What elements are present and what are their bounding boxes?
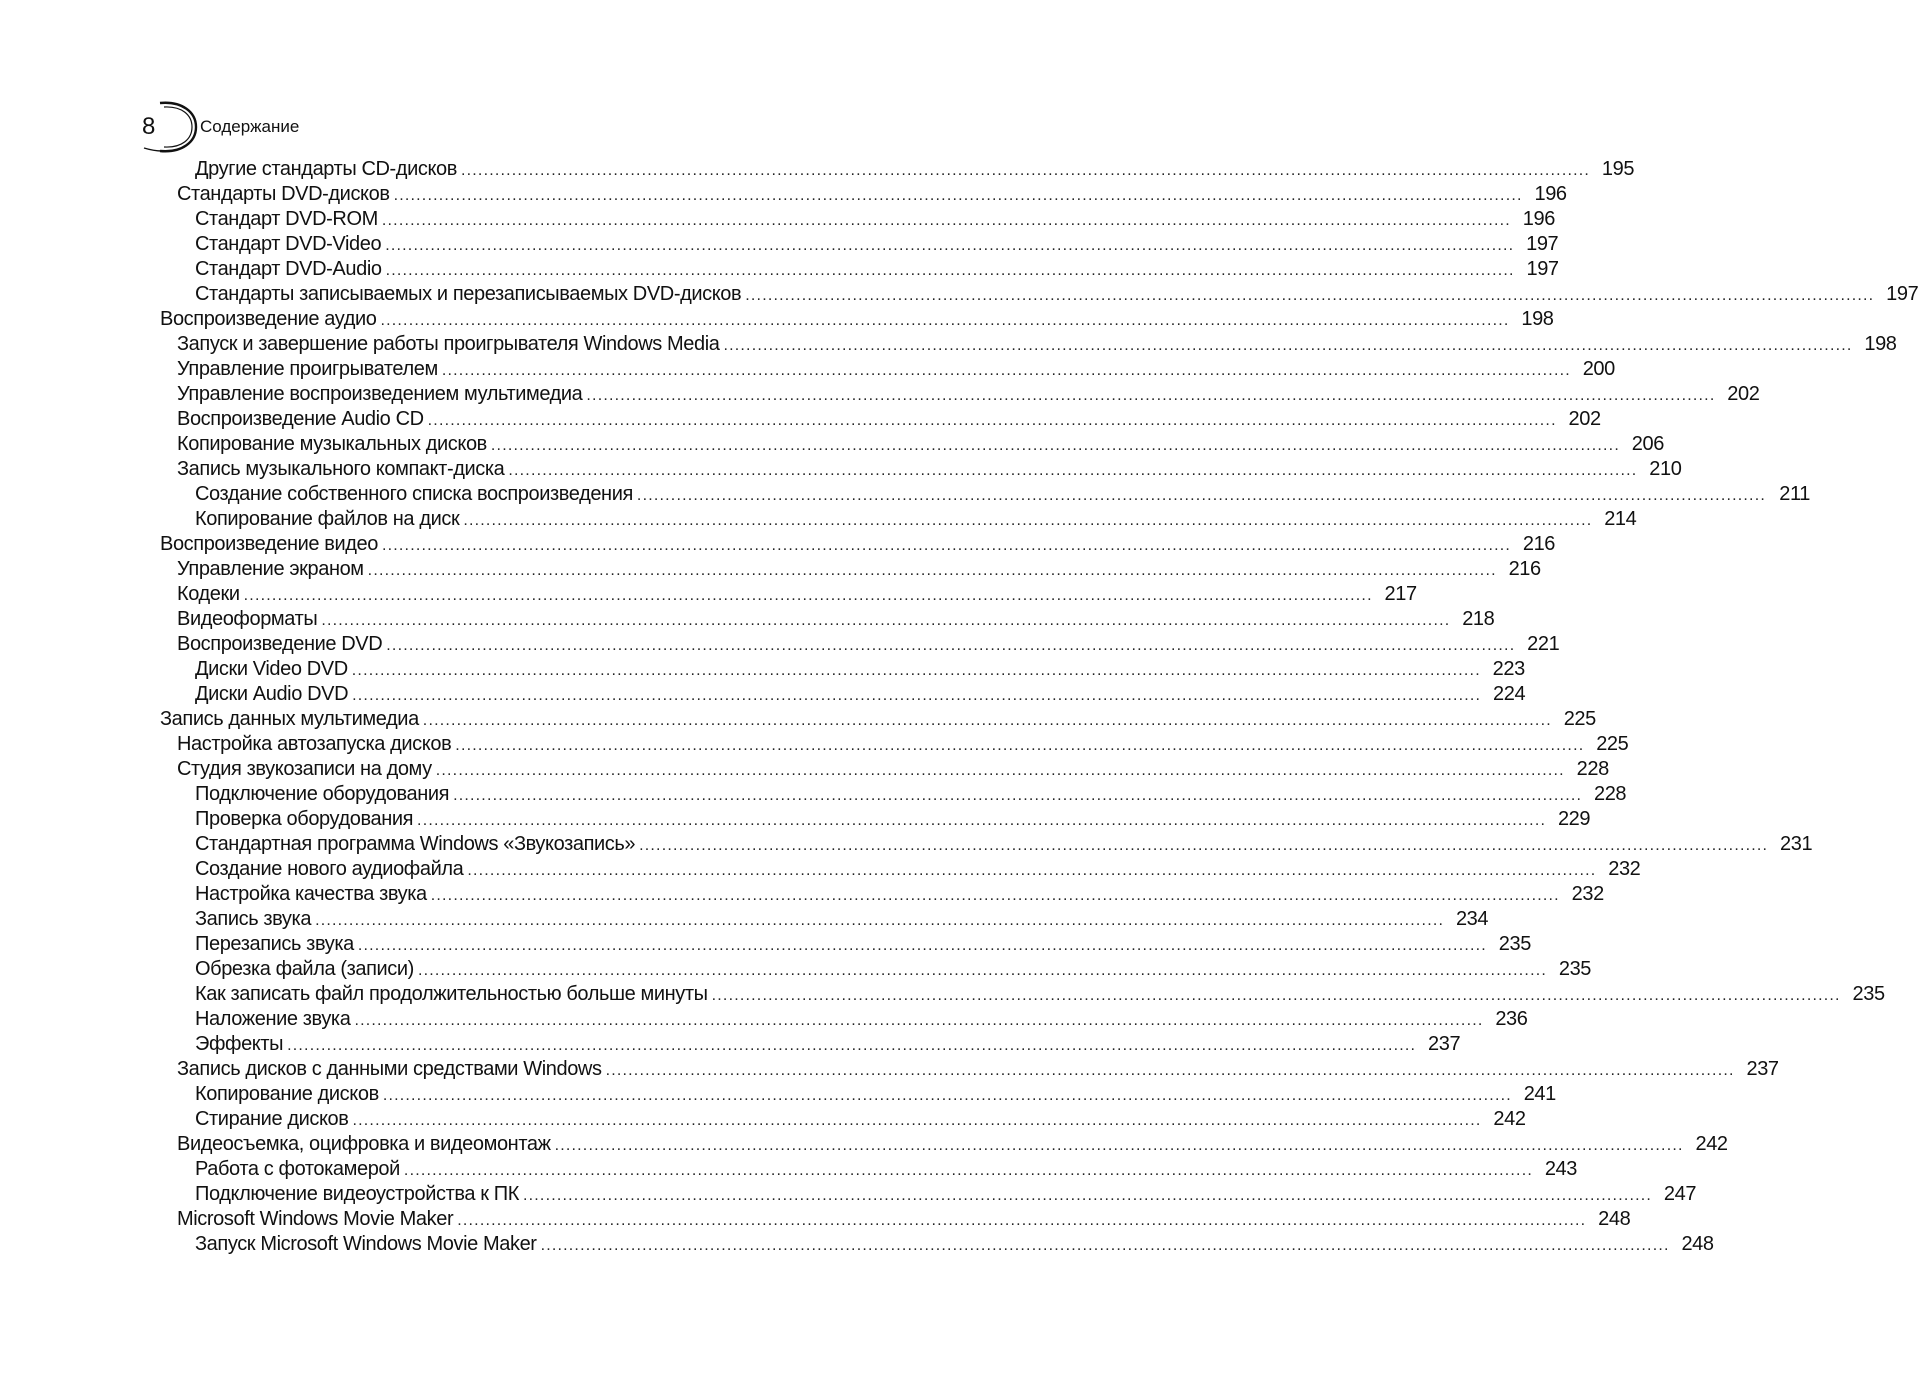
toc-dot-leader: ........................................................................................................................................................................................................ bbox=[315, 912, 1445, 929]
toc-entry[interactable] bbox=[177, 607, 1495, 632]
toc-dot-leader: ........................................................................................................................................................................................................ bbox=[467, 862, 1597, 879]
toc-entry[interactable] bbox=[177, 332, 1897, 357]
toc-dot-leader: ........................................................................................................................................................................................................ bbox=[287, 1037, 1417, 1054]
toc-dot-leader: ........................................................................................................................................................................................................ bbox=[636, 487, 1766, 504]
toc-dot-leader: ........................................................................................................................................................................................................ bbox=[639, 837, 1769, 854]
toc-entry[interactable] bbox=[177, 557, 1541, 582]
toc-entry[interactable] bbox=[195, 232, 1559, 257]
toc-entry-page: 202 bbox=[1568, 408, 1601, 430]
toc-entry-page: 247 bbox=[1663, 1183, 1697, 1205]
toc-entry[interactable] bbox=[195, 982, 1885, 1007]
toc-entry-title: Подключение видеоустройства к ПК bbox=[195, 1183, 519, 1205]
toc-entry[interactable] bbox=[160, 707, 1596, 732]
toc-entry-title: Проверка оборудования bbox=[195, 808, 414, 830]
toc-entry-title: Стандарты DVD-дисков bbox=[177, 183, 390, 205]
toc-entry[interactable] bbox=[177, 457, 1682, 482]
toc-entry[interactable] bbox=[195, 807, 1591, 832]
toc-entry[interactable] bbox=[177, 632, 1560, 657]
toc-dot-leader: ........................................................................................................................................................................................................ bbox=[381, 537, 1512, 554]
toc-entry-page: 237 bbox=[1746, 1058, 1779, 1080]
toc-entry[interactable] bbox=[177, 382, 1760, 407]
toc-entry-page: 196 bbox=[1522, 208, 1555, 230]
toc-dot-leader: ........................................................................................................................................................................................................ bbox=[427, 412, 1557, 429]
toc-dot-leader: ........................................................................................................................................................................................................ bbox=[457, 1212, 1587, 1229]
toc-entry-page: 211 bbox=[1779, 483, 1810, 505]
toc-dot-leader: ........................................................................................................................................................................................................ bbox=[367, 562, 1497, 579]
toc-entry-page: 235 bbox=[1498, 933, 1531, 955]
toc-entry-title: Запись звука bbox=[195, 908, 312, 930]
toc-entry[interactable] bbox=[177, 757, 1609, 782]
toc-entry-title: Как записать файл продолжительностью больше минуты bbox=[195, 983, 708, 1005]
toc-dot-leader: ........................................................................................................................................................................................................ bbox=[540, 1237, 1670, 1254]
toc-entry-page: 200 bbox=[1582, 358, 1615, 380]
toc-dot-leader: ........................................................................................................................................................................................................ bbox=[403, 1162, 1533, 1179]
toc-entry[interactable] bbox=[195, 882, 1604, 907]
toc-entry-title: Стандарт DVD-Audio bbox=[195, 258, 382, 280]
toc-entry[interactable] bbox=[195, 1157, 1577, 1182]
toc-dot-leader: ........................................................................................................................................................................................................ bbox=[430, 887, 1560, 904]
toc-entry-page: 243 bbox=[1544, 1158, 1577, 1180]
toc-entry[interactable] bbox=[160, 307, 1554, 332]
toc-entry-title: Управление экраном bbox=[177, 558, 364, 580]
toc-entry-title: Подключение оборудования bbox=[195, 783, 450, 805]
toc-entry-page: 241 bbox=[1523, 1083, 1556, 1105]
toc-entry[interactable] bbox=[195, 1082, 1556, 1107]
toc-entry[interactable] bbox=[195, 507, 1637, 532]
toc-entry[interactable] bbox=[177, 1207, 1631, 1232]
toc-entry[interactable] bbox=[177, 1132, 1728, 1157]
toc-entry-page: 196 bbox=[1534, 183, 1567, 205]
toc-entry-page: 225 bbox=[1563, 708, 1596, 730]
toc-dot-leader: ........................................................................................................................................................................................................ bbox=[393, 187, 1523, 204]
toc-entry-title: Наложение звука bbox=[195, 1008, 351, 1030]
toc-dot-leader: ........................................................................................................................................................................................................ bbox=[453, 787, 1583, 804]
toc-entry[interactable] bbox=[195, 682, 1526, 707]
toc-dot-leader: ........................................................................................................................................................................................................ bbox=[523, 1187, 1653, 1204]
toc-entry[interactable] bbox=[195, 782, 1627, 807]
toc-entry[interactable] bbox=[195, 907, 1489, 932]
toc-entry-title: Другие стандарты CD-дисков bbox=[195, 158, 457, 180]
toc-entry-page: 206 bbox=[1631, 433, 1664, 455]
toc-entry[interactable] bbox=[177, 1057, 1779, 1082]
toc-dot-leader: ........................................................................................................................................................................................................ bbox=[354, 1012, 1484, 1029]
toc-entry-title: Создание собственного списка воспроизведения bbox=[195, 483, 633, 505]
toc-dot-leader: ........................................................................................................................................................................................................ bbox=[460, 162, 1591, 179]
toc-entry-page: 198 bbox=[1864, 333, 1897, 355]
toc-entry[interactable] bbox=[177, 182, 1567, 207]
toc-entry-title: Видеосъемка, оцифровка и видеомонтаж bbox=[177, 1133, 551, 1155]
toc-entry-title: Настройка автозапуска дисков bbox=[177, 733, 452, 755]
page-header bbox=[138, 100, 538, 154]
toc-entry-title: Воспроизведение видео bbox=[160, 533, 378, 555]
toc-entry-title: Управление воспроизведением мультимедиа bbox=[177, 383, 583, 405]
toc-entry-page: 202 bbox=[1727, 383, 1760, 405]
toc-entry[interactable] bbox=[195, 657, 1525, 682]
toc-entry[interactable] bbox=[195, 957, 1592, 982]
toc-entry[interactable] bbox=[195, 207, 1555, 232]
toc-dot-leader: ........................................................................................................................................................................................................ bbox=[380, 312, 1510, 329]
toc-entry-title: Копирование файлов на диск bbox=[195, 508, 460, 530]
toc-entry-title: Стандарт DVD-Video bbox=[195, 233, 382, 255]
page-number: 8 bbox=[142, 113, 156, 140]
toc-entry-title: Видеоформаты bbox=[177, 608, 318, 630]
toc-dot-leader: ........................................................................................................................................................................................................ bbox=[463, 512, 1593, 529]
toc-entry[interactable] bbox=[195, 1007, 1528, 1032]
toc-entry[interactable] bbox=[177, 357, 1615, 382]
toc-dot-leader: ........................................................................................................................................................................................................ bbox=[490, 437, 1620, 454]
toc-entry[interactable] bbox=[177, 432, 1664, 457]
toc-dot-leader: ........................................................................................................................................................................................................ bbox=[745, 287, 1875, 304]
toc-entry-page: 232 bbox=[1571, 883, 1604, 905]
toc-entry-title: Воспроизведение Audio CD bbox=[177, 408, 424, 430]
toc-dot-leader: ........................................................................................................................................................................................................ bbox=[385, 262, 1515, 279]
toc-entry-title: Управление проигрывателем bbox=[177, 358, 438, 380]
toc-entry-page: 210 bbox=[1649, 458, 1682, 480]
toc-dot-leader: ........................................................................................................................................................................................................ bbox=[385, 237, 1515, 254]
toc-entry-title: Воспроизведение DVD bbox=[177, 633, 383, 655]
toc-entry-title: Обрезка файла (записи) bbox=[195, 958, 414, 980]
toc-entry-page: 195 bbox=[1601, 158, 1635, 180]
toc-entry[interactable] bbox=[177, 582, 1417, 607]
toc-entry[interactable] bbox=[195, 157, 1635, 182]
toc-entry[interactable] bbox=[195, 932, 1531, 957]
toc-entry-page: 237 bbox=[1428, 1033, 1461, 1055]
toc-entry-title: Запуск и завершение работы проигрывателя Windows Media bbox=[177, 333, 720, 355]
toc-entry-title: Microsoft Windows Movie Maker bbox=[177, 1208, 454, 1230]
toc-entry-title: Стандарт DVD-ROM bbox=[195, 208, 378, 230]
toc-entry-title: Студия звукозаписи на дому bbox=[177, 758, 432, 780]
toc-entry[interactable] bbox=[160, 532, 1556, 557]
toc-entry-title: Работа с фотокамерой bbox=[195, 1158, 400, 1180]
toc-entry[interactable] bbox=[195, 832, 1813, 857]
toc-entry-page: 235 bbox=[1852, 983, 1885, 1005]
toc-entry-page: 235 bbox=[1558, 958, 1592, 980]
toc-dot-leader: ........................................................................................................................................................................................................ bbox=[386, 637, 1516, 654]
toc-entry-title: Запись музыкального компакт-диска bbox=[177, 458, 505, 480]
toc-entry-title: Создание нового аудиофайла bbox=[195, 858, 464, 880]
toc-dot-leader: ........................................................................................................................................................................................................ bbox=[382, 1087, 1512, 1104]
toc-entry-title: Запись дисков с данными средствами Windows bbox=[177, 1058, 602, 1080]
toc-dot-leader: ........................................................................................................................................................................................................ bbox=[243, 587, 1373, 604]
toc-entry-title: Кодеки bbox=[177, 583, 240, 605]
toc-dot-leader: ........................................................................................................................................................................................................ bbox=[435, 762, 1565, 779]
toc-dot-leader: ........................................................................................................................................................................................................ bbox=[605, 1062, 1735, 1079]
section-title: Содержание bbox=[200, 117, 300, 136]
toc-dot-leader: ........................................................................................................................................................................................................ bbox=[381, 212, 1511, 229]
toc-entry-title: Копирование музыкальных дисков bbox=[177, 433, 487, 455]
toc-entry-title: Копирование дисков bbox=[195, 1083, 379, 1105]
toc-entry-page: 216 bbox=[1522, 533, 1556, 555]
toc-entry[interactable] bbox=[195, 857, 1641, 882]
toc-entry-title: Стандарты записываемых и перезаписываемых DVD-дисков bbox=[195, 283, 742, 305]
toc-entry[interactable] bbox=[177, 407, 1601, 432]
toc-entry-page: 231 bbox=[1780, 833, 1813, 855]
toc-entry-title: Настройка качества звука bbox=[195, 883, 427, 905]
toc-dot-leader: ........................................................................................................................................................................................................ bbox=[422, 712, 1552, 729]
toc-dot-leader: ........................................................................................................................................................................................................ bbox=[586, 387, 1716, 404]
toc-entry-page: 228 bbox=[1593, 783, 1627, 805]
toc-dot-leader: ........................................................................................................................................................................................................ bbox=[352, 687, 1482, 704]
toc-dot-leader: ........................................................................................................................................................................................................ bbox=[508, 462, 1638, 479]
toc-entry-title: Эффекты bbox=[195, 1033, 284, 1055]
toc-entry-page: 197 bbox=[1526, 258, 1559, 280]
toc-dot-leader: ........................................................................................................................................................................................................ bbox=[441, 362, 1571, 379]
toc-entry-page: 217 bbox=[1384, 583, 1417, 605]
toc-entry-page: 248 bbox=[1681, 1233, 1714, 1255]
toc-entry[interactable] bbox=[195, 1032, 1461, 1057]
toc-entry-page: 232 bbox=[1608, 858, 1641, 880]
toc-entry-title: Стандартная программа Windows «Звукозапись» bbox=[195, 833, 636, 855]
toc-entry-page: 197 bbox=[1526, 233, 1559, 255]
toc-entry-page: 228 bbox=[1576, 758, 1609, 780]
toc-dot-leader: ........................................................................................................................................................................................................ bbox=[417, 962, 1548, 979]
toc-entry[interactable] bbox=[195, 1232, 1714, 1257]
toc-entry-page: 229 bbox=[1557, 808, 1591, 830]
toc-dot-leader: ........................................................................................................................................................................................................ bbox=[321, 612, 1451, 629]
toc-entry[interactable] bbox=[195, 282, 1918, 307]
toc-dot-leader: ........................................................................................................................................................................................................ bbox=[417, 812, 1547, 829]
toc-dot-leader: ........................................................................................................................................................................................................ bbox=[711, 987, 1841, 1004]
toc-entry[interactable] bbox=[195, 257, 1559, 282]
toc-entry-page: 223 bbox=[1492, 658, 1525, 680]
toc-entry-page: 216 bbox=[1508, 558, 1541, 580]
toc-entry-page: 234 bbox=[1455, 908, 1489, 930]
toc-entry[interactable] bbox=[195, 1182, 1697, 1207]
toc-entry-page: 221 bbox=[1527, 633, 1560, 655]
toc-entry[interactable] bbox=[195, 1107, 1526, 1132]
toc-entry-page: 248 bbox=[1598, 1208, 1631, 1230]
toc-dot-leader: ........................................................................................................................................................................................................ bbox=[352, 1112, 1482, 1129]
toc-entry[interactable] bbox=[177, 732, 1629, 757]
toc-entry-page: 218 bbox=[1462, 608, 1495, 630]
toc-entry-page: 242 bbox=[1493, 1108, 1526, 1130]
toc-entry[interactable] bbox=[195, 482, 1810, 507]
toc-entry-page: 214 bbox=[1604, 508, 1637, 530]
toc-entry-page: 197 bbox=[1886, 283, 1918, 305]
toc-dot-leader: ........................................................................................................................................................................................................ bbox=[723, 337, 1853, 354]
toc-entry-page: 236 bbox=[1495, 1008, 1528, 1030]
toc-entry-title: Воспроизведение аудио bbox=[160, 308, 377, 330]
toc-entry-page: 242 bbox=[1695, 1133, 1728, 1155]
toc-entry-page: 225 bbox=[1596, 733, 1629, 755]
toc-dot-leader: ........................................................................................................................................................................................................ bbox=[554, 1137, 1684, 1154]
toc-entry-page: 224 bbox=[1493, 683, 1526, 705]
toc-entry-title: Диски Audio DVD bbox=[195, 683, 349, 705]
toc-dot-leader: ........................................................................................................................................................................................................ bbox=[351, 662, 1481, 679]
toc-entry-title: Стирание дисков bbox=[195, 1108, 349, 1130]
toc-entry-title: Запись данных мультимедиа bbox=[160, 708, 419, 730]
toc-entry-title: Запуск Microsoft Windows Movie Maker bbox=[195, 1233, 537, 1255]
toc-dot-leader: ........................................................................................................................................................................................................ bbox=[357, 937, 1487, 954]
toc-entry-title: Диски Video DVD bbox=[195, 658, 348, 680]
toc-entry-page: 198 bbox=[1521, 308, 1554, 330]
toc-dot-leader: ........................................................................................................................................................................................................ bbox=[455, 737, 1585, 754]
toc-entry-title: Перезапись звука bbox=[195, 933, 354, 955]
